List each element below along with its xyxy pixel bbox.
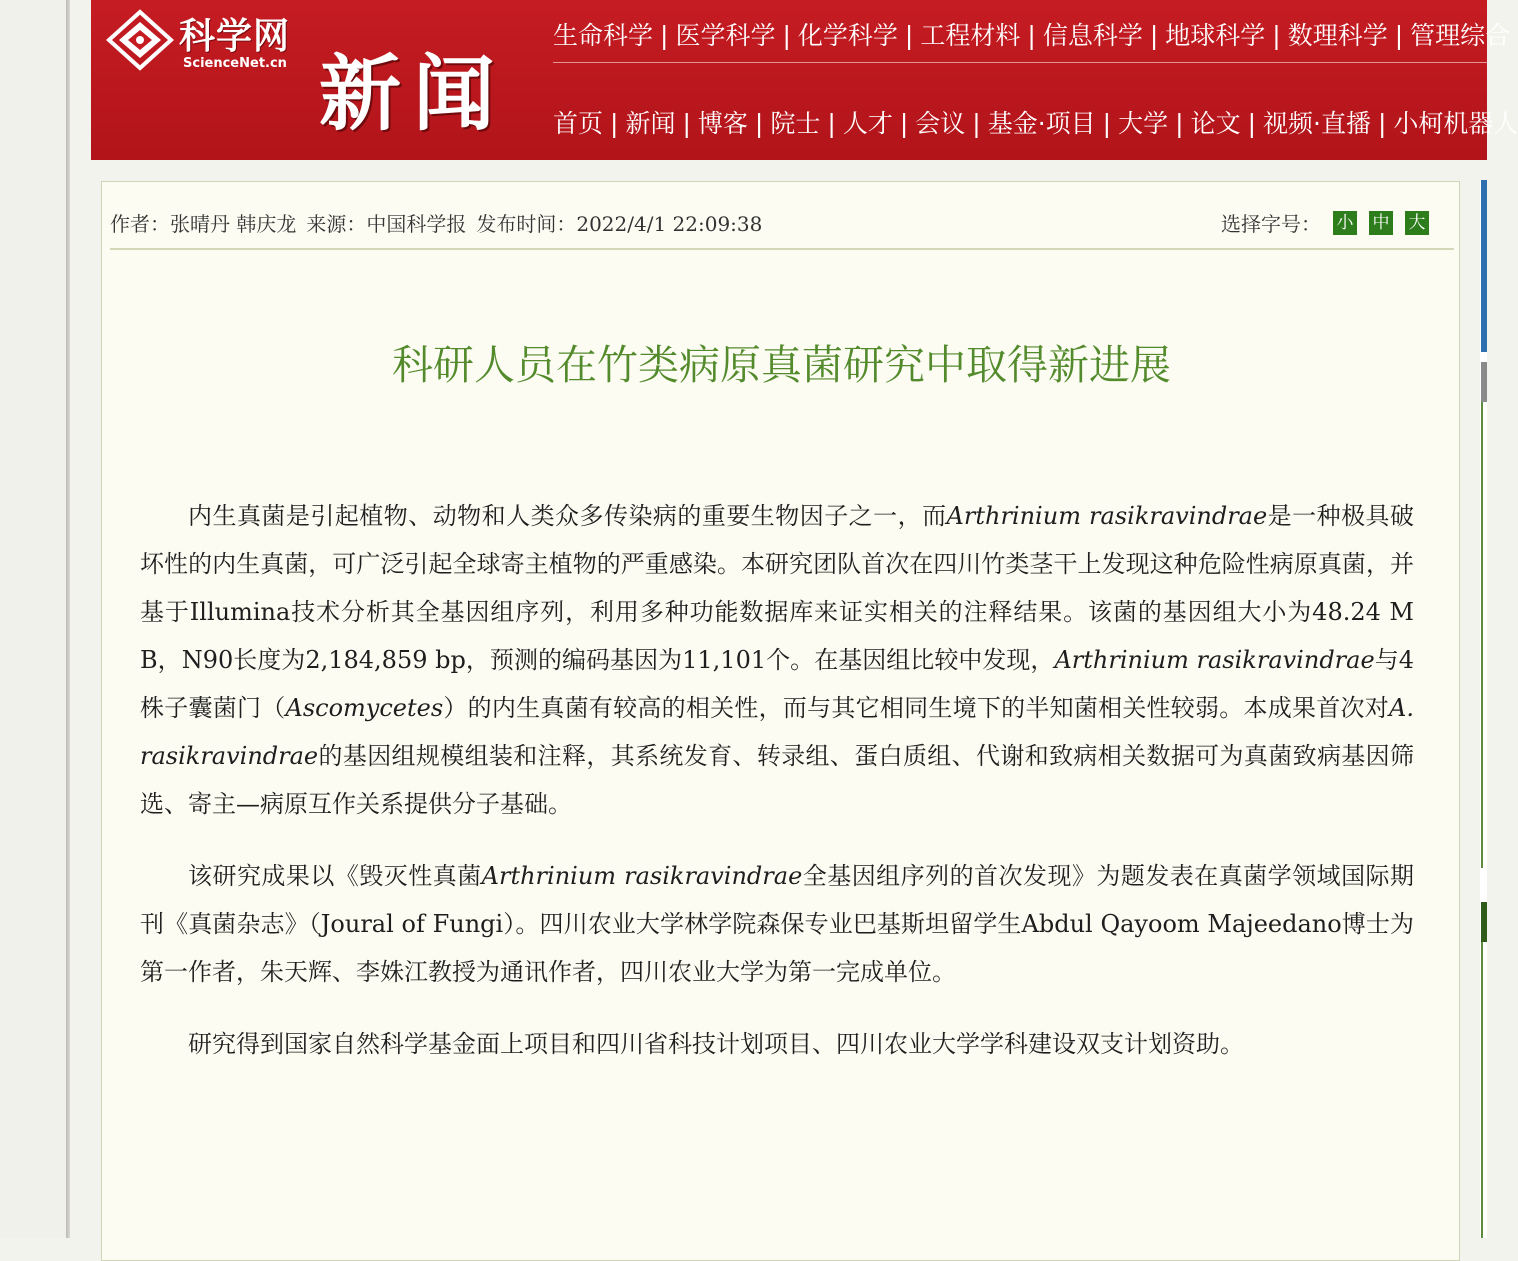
nav-separator: | — [782, 21, 791, 50]
nav-home[interactable]: 首页 — [553, 109, 604, 138]
logo-english-text: ScienceNet.cn — [183, 56, 287, 71]
article-publish-time: 发布时间：2022/4/1 22:09:38 — [476, 212, 763, 236]
species-name: Arthrinium rasikravindrae — [946, 502, 1268, 530]
nav-separator: | — [1272, 21, 1281, 50]
nav-separator: | — [1149, 21, 1159, 50]
nav-separator: | — [904, 21, 914, 50]
nav-separator: | — [1175, 109, 1184, 138]
main-nav — [553, 104, 1518, 140]
nav-news[interactable]: 新闻 — [625, 109, 676, 138]
species-name: Arthrinium rasikravindrae — [481, 862, 803, 890]
nav-medical-science[interactable]: 医学科学 — [675, 21, 776, 50]
nav-math-physics[interactable]: 数理科学 — [1287, 21, 1388, 50]
article-title: 科研人员在竹类病原真菌研究中取得新进展 — [392, 341, 1171, 389]
nav-divider — [553, 62, 1487, 63]
nav-talent[interactable]: 人才 — [842, 109, 893, 138]
nav-separator: | — [754, 109, 764, 138]
nav-academicians[interactable]: 院士 — [770, 109, 821, 138]
logo-chinese-text: 科学网 — [179, 16, 291, 57]
page-left-margin — [0, 0, 66, 1238]
nav-separator: | — [1102, 109, 1112, 138]
nav-universities[interactable]: 大学 — [1118, 109, 1169, 138]
meta-divider — [110, 248, 1454, 250]
nav-separator: | — [610, 109, 619, 138]
right-sidebar-border — [1481, 942, 1483, 1238]
section-title: 新闻 — [319, 47, 508, 142]
font-size-small-button[interactable]: 小 — [1333, 211, 1357, 235]
nav-separator: | — [827, 109, 836, 138]
taxon-name: Ascomycetes — [285, 694, 444, 722]
nav-chemistry[interactable]: 化学科学 — [797, 21, 898, 50]
font-size-label: 选择字号： — [1221, 212, 1321, 236]
text-run: 全基因组序列的首次发现》为题发表在真菌学领域国际期刊《真菌杂志》（Joural of Fungi）。四川农业大学林学院森保专业巴基斯坦留学生Abdul Qayoom Majeedano博士为第一作者，朱天辉、李姝江教授为通讯作者，四川农业大学为第一完成单位。 — [140, 862, 1415, 986]
nav-conferences[interactable]: 会议 — [915, 109, 966, 138]
text-run: 与4株子囊菌门（ — [140, 646, 1414, 722]
nav-separator: | — [899, 109, 909, 138]
right-sidebar-tab — [1481, 362, 1487, 402]
article-paragraph-1 — [140, 492, 1414, 828]
nav-management[interactable]: 管理综合 — [1410, 21, 1511, 50]
sciencenet-logo[interactable] — [105, 4, 305, 74]
nav-separator: | — [1027, 21, 1036, 50]
text-run: 内生真菌是引起植物、动物和人类众多传染病的重要生物因子之一，而 — [188, 502, 947, 530]
article-paragraph-3: 研究得到国家自然科学基金面上项目和四川省科技计划项目、四川农业大学学科建设双支计划资助。 — [188, 1030, 1244, 1058]
article-source: 来源：中国科学报 — [306, 212, 467, 236]
nav-funding-projects[interactable]: 基金·项目 — [987, 109, 1096, 138]
nav-separator: | — [660, 21, 669, 50]
right-sidebar-banner — [1481, 180, 1487, 352]
font-size-large-button[interactable]: 大 — [1405, 211, 1429, 235]
nav-video-live[interactable]: 视频·直播 — [1263, 109, 1371, 138]
nav-blog[interactable]: 博客 — [697, 109, 748, 138]
article-author: 作者：张晴丹 韩庆龙 — [110, 212, 297, 236]
right-sidebar-border — [1481, 402, 1483, 868]
text-run: 的基因组规模组装和注释，其系统发育、转录组、蛋白质组、代谢和致病相关数据可为真菌致病基因筛选、寄主—病原互作关系提供分子基础。 — [140, 742, 1414, 818]
subject-nav — [553, 16, 1510, 52]
right-sidebar-tab — [1481, 902, 1487, 942]
text-run: 是一种极具破坏性的内生真菌，可广泛引起全球寄主植物的严重感染。本研究团队首次在四川竹类茎干上发现这种危险性病原真菌，并基于Illumina技术分析其全基因组序列，利用多种功能数据库来证实相关的注释结果。该菌的基因组大小为48.24 MB，N90长度为2,184,859 bp，预测的编码基因为11,101个。在基因组比较中发现， — [140, 502, 1415, 674]
page-left-border — [66, 0, 70, 1238]
nav-separator: | — [1247, 109, 1257, 138]
site-header — [91, 0, 1518, 160]
nav-engineering-materials[interactable]: 工程材料 — [920, 21, 1021, 50]
article-body — [140, 492, 1414, 1092]
font-size-selector — [1221, 208, 1429, 237]
article-panel — [101, 181, 1460, 1261]
nav-separator: | — [1377, 109, 1387, 138]
text-run: ）的内生真菌有较高的相关性，而与其它相同生境下的半知菌相关性较弱。本成果首次对 — [443, 694, 1390, 722]
article-meta — [110, 208, 772, 237]
logo-emblem-icon — [107, 10, 173, 70]
nav-life-science[interactable]: 生命科学 — [553, 21, 654, 50]
nav-separator: | — [1394, 21, 1404, 50]
nav-papers[interactable]: 论文 — [1190, 109, 1241, 138]
nav-earth-science[interactable]: 地球科学 — [1165, 21, 1266, 50]
nav-separator: | — [972, 109, 981, 138]
nav-information-science[interactable]: 信息科学 — [1042, 21, 1143, 50]
nav-separator: | — [682, 109, 691, 138]
species-name: Arthrinium rasikravindrae — [1054, 646, 1375, 674]
text-run: 该研究成果以《毁灭性真菌 — [188, 862, 482, 890]
species-name: A. rasikravindrae — [140, 694, 1414, 770]
nav-xiaoke-robot[interactable]: 小柯机器人 — [1393, 109, 1518, 138]
article-paragraph-2 — [140, 852, 1414, 996]
font-size-medium-button[interactable]: 中 — [1369, 211, 1393, 235]
